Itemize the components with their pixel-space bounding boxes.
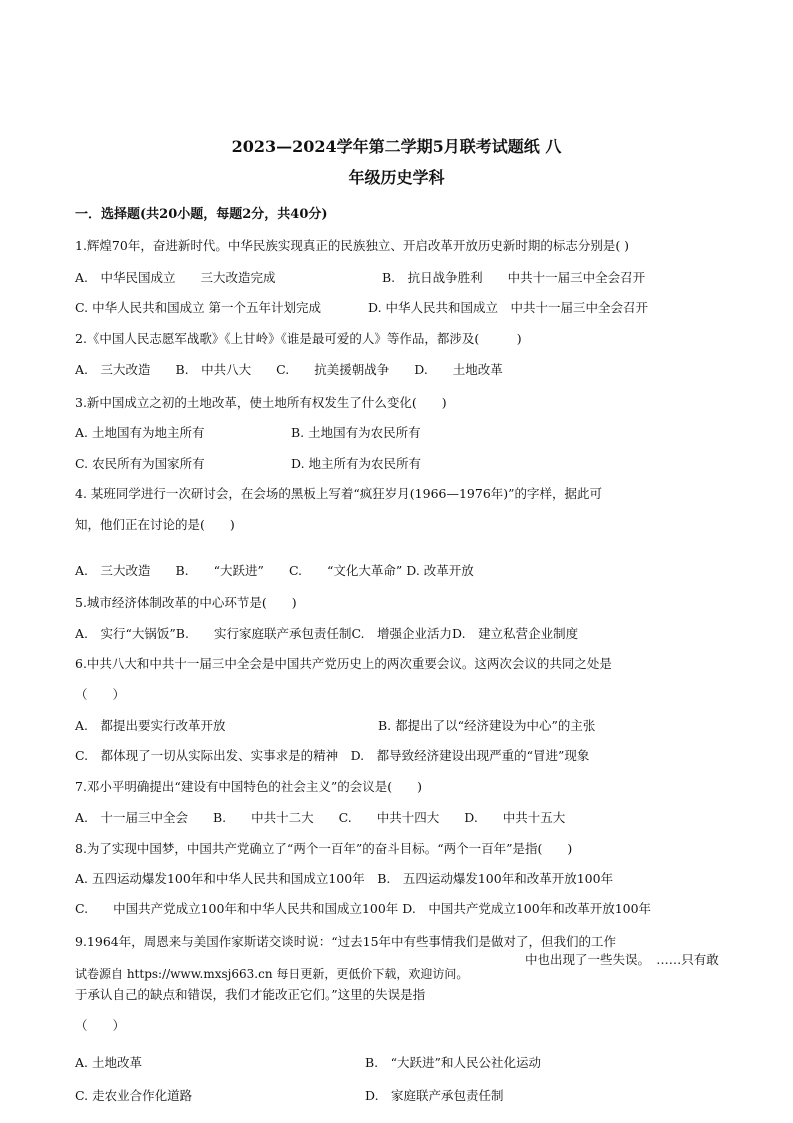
question-9-option-b: B. “大跃进”和人民公社化运动 [365, 1055, 541, 1070]
question-6-stem-line2: （ ） [75, 687, 126, 702]
question-9-option-c: C. 走农业合作化道路 [75, 1088, 193, 1103]
question-7-options: A. 十一届三中全会 B. 中共十二大 C. 中共十四大 D. 中共十五大 [75, 810, 566, 825]
question-9-stem-line2: 中也出现了一些失误。 ……只有敢 [525, 952, 719, 967]
question-2-options: A. 三大改造 B. 中共八大 C. 抗美援朝战争 D. 土地改革 [75, 362, 503, 377]
question-6-option-a: A. 都提出要实行改革开放 [75, 718, 226, 733]
section-heading: 一．选择题(共20小题，每题2分，共40分) [75, 207, 328, 222]
question-4-options: A. 三大改造 B. “大跃进” C. “文化大革命” D. 改革开放 [75, 563, 474, 578]
question-3-option-d: D. 地主所有为农民所有 [291, 456, 422, 471]
question-9-option-a: A. 土地改革 [75, 1055, 142, 1070]
exam-title-line1: 2023—2024学年第二学期5月联考试题纸 八 [231, 137, 562, 156]
question-9-stem-line1: 9.1964年，周恩来与美国作家斯诺交谈时说：“过去15年中有些事情我们是做对了，但我们的工作 [75, 934, 617, 949]
question-1-option-d: D. 中华人民共和国成立 中共十一届三中全会召开 [368, 300, 649, 315]
question-3-option-c: C. 农民所有为国家所有 [75, 456, 205, 471]
watermark-notice: 试卷源自 https://www.mxsj663.cn 每日更新，更低价下载，欢迎访问。 [75, 967, 469, 981]
exam-title-line2: 年级历史学科 [348, 168, 445, 187]
question-1-option-c: C. 中华人民共和国成立 第一个五年计划完成 [75, 300, 322, 315]
question-9-paren: （ ） [75, 1018, 126, 1033]
question-6-stem-line1: 6.中共八大和中共十一届三中全会是中国共产党历史上的两次重要会议。这两次会议的共同之处是 [75, 656, 612, 671]
question-1-option-b: B. 抗日战争胜利 中共十一届三中全会召开 [382, 270, 646, 285]
question-3-option-a: A. 土地国有为地主所有 [75, 425, 205, 440]
question-3-stem: 3.新中国成立之初的土地改革，使土地所有权发生了什么变化( ) [75, 395, 447, 410]
question-3-option-b: B. 土地国有为农民所有 [291, 425, 421, 440]
question-1-stem: 1.辉煌70年，奋进新时代。中华民族实现真正的民族独立、开启改革开放历史新时期的标志分别是( ) [75, 238, 630, 253]
question-9-stem-line3: 于承认自己的缺点和错误，我们才能改正它们。”这里的失误是指 [75, 987, 426, 1002]
question-6-option-b: B. 都提出了以“经济建设为中心”的主张 [378, 718, 596, 733]
question-6-options-cd: C. 都体现了一切从实际出发、实事求是的精神 D. 都导致经济建设出现严重的“冒进”现象 [75, 748, 590, 763]
question-4-stem-line1: 4. 某班同学进行一次研讨会，在会场的黑板上写着“疯狂岁月(1966—1976年)”的字样，据此可 [75, 486, 603, 501]
question-1-option-a: A. 中华民国成立 三大改造完成 [75, 270, 276, 285]
question-5-stem: 5.城市经济体制改革的中心环节是( ) [75, 595, 297, 610]
question-4-stem-line2: 知，他们正在讨论的是( ) [75, 517, 235, 532]
question-8-stem: 8.为了实现中国梦，中国共产党确立了“两个一百年”的奋斗目标。“两个一百年”是指( ) [75, 841, 573, 856]
question-7-stem: 7.邓小平明确提出“建设有中国特色的社会主义”的会议是( ) [75, 779, 422, 794]
question-8-options-cd: C. 中国共产党成立100年和中华人民共和国成立100年 D. 中国共产党成立100年和改革开放100年 [75, 901, 652, 916]
question-2-stem: 2.《中国人民志愿军战歌》《上甘岭》《谁是最可爱的人》等作品，都涉及( ) [75, 331, 522, 346]
question-9-option-d: D. 家庭联产承包责任制 [365, 1088, 504, 1103]
question-8-options-ab: A. 五四运动爆发100年和中华人民共和国成立100年 B. 五四运动爆发100年和改革开放100年 [75, 871, 614, 886]
question-5-options: A. 实行“大锅饭”B. 实行家庭联产承包责任制C. 增强企业活力D. 建立私营企业制度 [75, 626, 579, 641]
